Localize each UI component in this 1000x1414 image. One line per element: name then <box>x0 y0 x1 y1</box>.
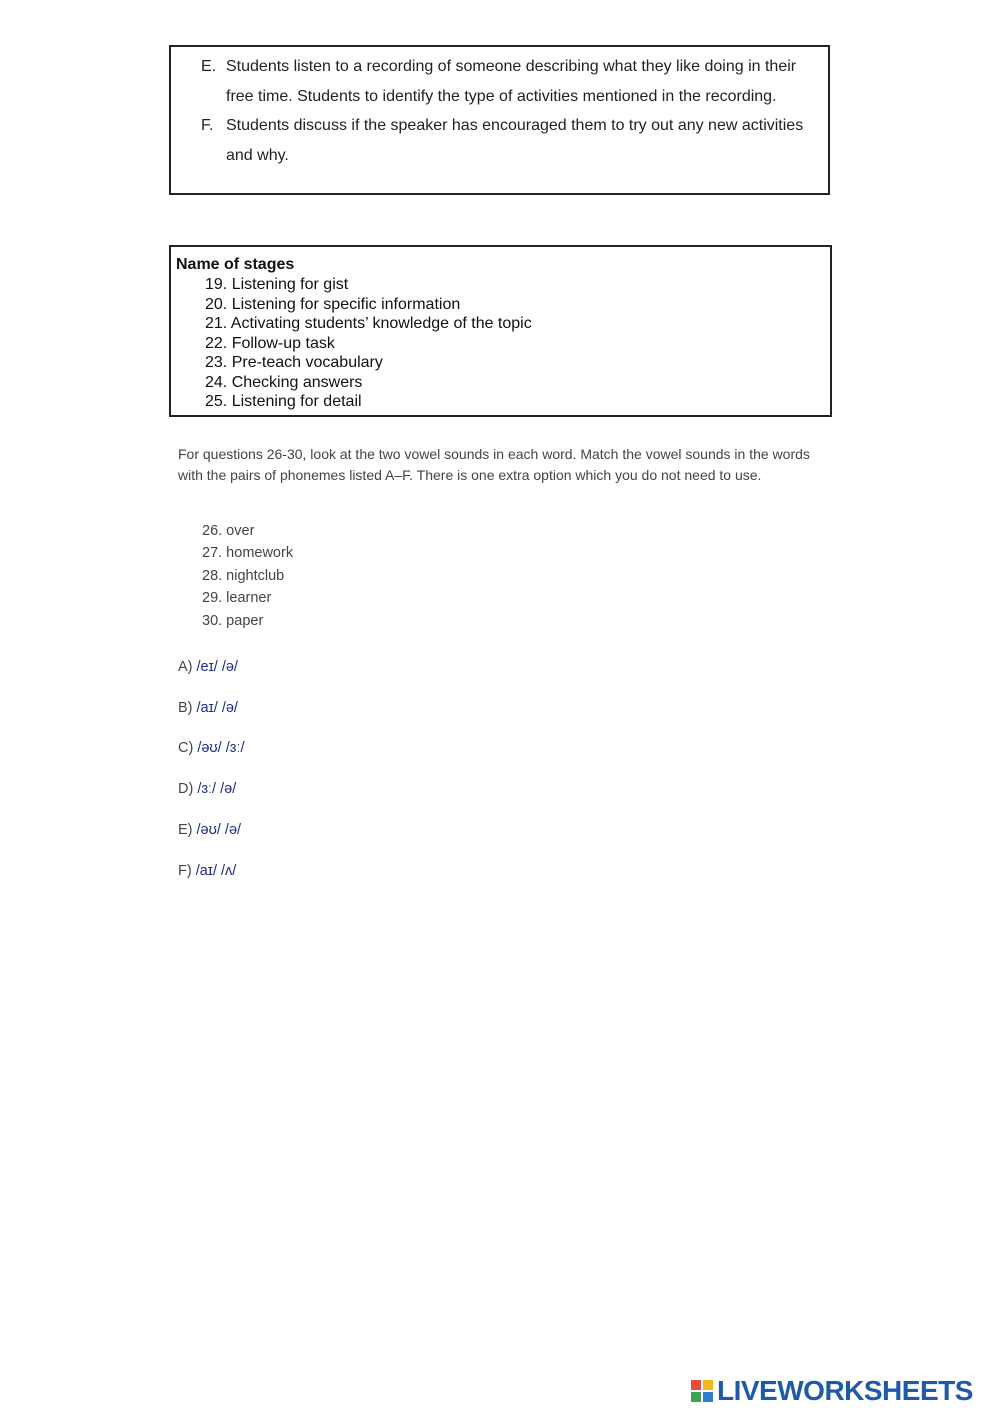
activity-line: Students discuss if the speaker has encouraged them to try out any new activities <box>226 117 804 134</box>
word-item: 30. paper <box>202 613 264 629</box>
logo-grid-icon <box>691 1380 713 1402</box>
brand-name: LIVEWORKSHEETS <box>717 1375 973 1406</box>
stage-item: 25. Listening for detail <box>205 393 362 410</box>
instructions-text: For questions 26-30, look at the two vowel sounds in each word. Match the vowel sounds in the words with the pairs of phonemes listed A–F. There is one extra option which you do not need to use. <box>178 446 810 483</box>
activities-box <box>169 45 830 195</box>
stage-item: 20. Listening for specific information <box>205 296 461 313</box>
stages-title: Name of stages <box>176 256 295 273</box>
option-c <box>178 740 244 756</box>
stage-item: 24. Checking answers <box>205 374 363 391</box>
word-item: 29. learner <box>202 590 272 606</box>
option-label: C) <box>178 740 194 756</box>
option-ipa: /əʊ/ /ɜː/ <box>197 740 245 756</box>
option-e <box>178 822 241 838</box>
option-label: D) <box>178 781 194 797</box>
activity-line: and why. <box>226 147 289 164</box>
option-ipa: /aɪ/ /ə/ <box>196 700 238 716</box>
option-label: E) <box>178 822 193 838</box>
stages-box <box>169 245 832 417</box>
option-label: F) <box>178 863 192 879</box>
stage-item: 22. Follow-up task <box>205 335 335 352</box>
option-d <box>178 781 236 797</box>
option-ipa: /əʊ/ /ə/ <box>196 822 242 838</box>
option-ipa: /eɪ/ /ə/ <box>196 659 238 675</box>
stage-item: 21. Activating students’ knowledge of the topic <box>205 315 532 332</box>
option-ipa: /ɜː/ /ə/ <box>197 781 237 797</box>
option-b <box>178 700 238 716</box>
stage-item: 19. Listening for gist <box>205 276 349 293</box>
activity-line: free time. Students to identify the type of activities mentioned in the recording. <box>226 88 777 105</box>
option-label: A) <box>178 659 193 675</box>
option-a <box>178 659 238 675</box>
option-f <box>178 863 236 879</box>
activity-line: Students listen to a recording of someone describing what they like doing in their <box>226 58 797 75</box>
word-item: 28. nightclub <box>202 568 285 584</box>
activity-letter: E. <box>201 58 217 75</box>
word-item: 27. homework <box>202 545 294 561</box>
activity-letter: F. <box>201 117 214 134</box>
option-label: B) <box>178 700 193 716</box>
stage-item: 23. Pre-teach vocabulary <box>205 354 383 371</box>
word-item: 26. over <box>202 523 255 539</box>
option-ipa: /aɪ/ /ʌ/ <box>195 863 237 879</box>
